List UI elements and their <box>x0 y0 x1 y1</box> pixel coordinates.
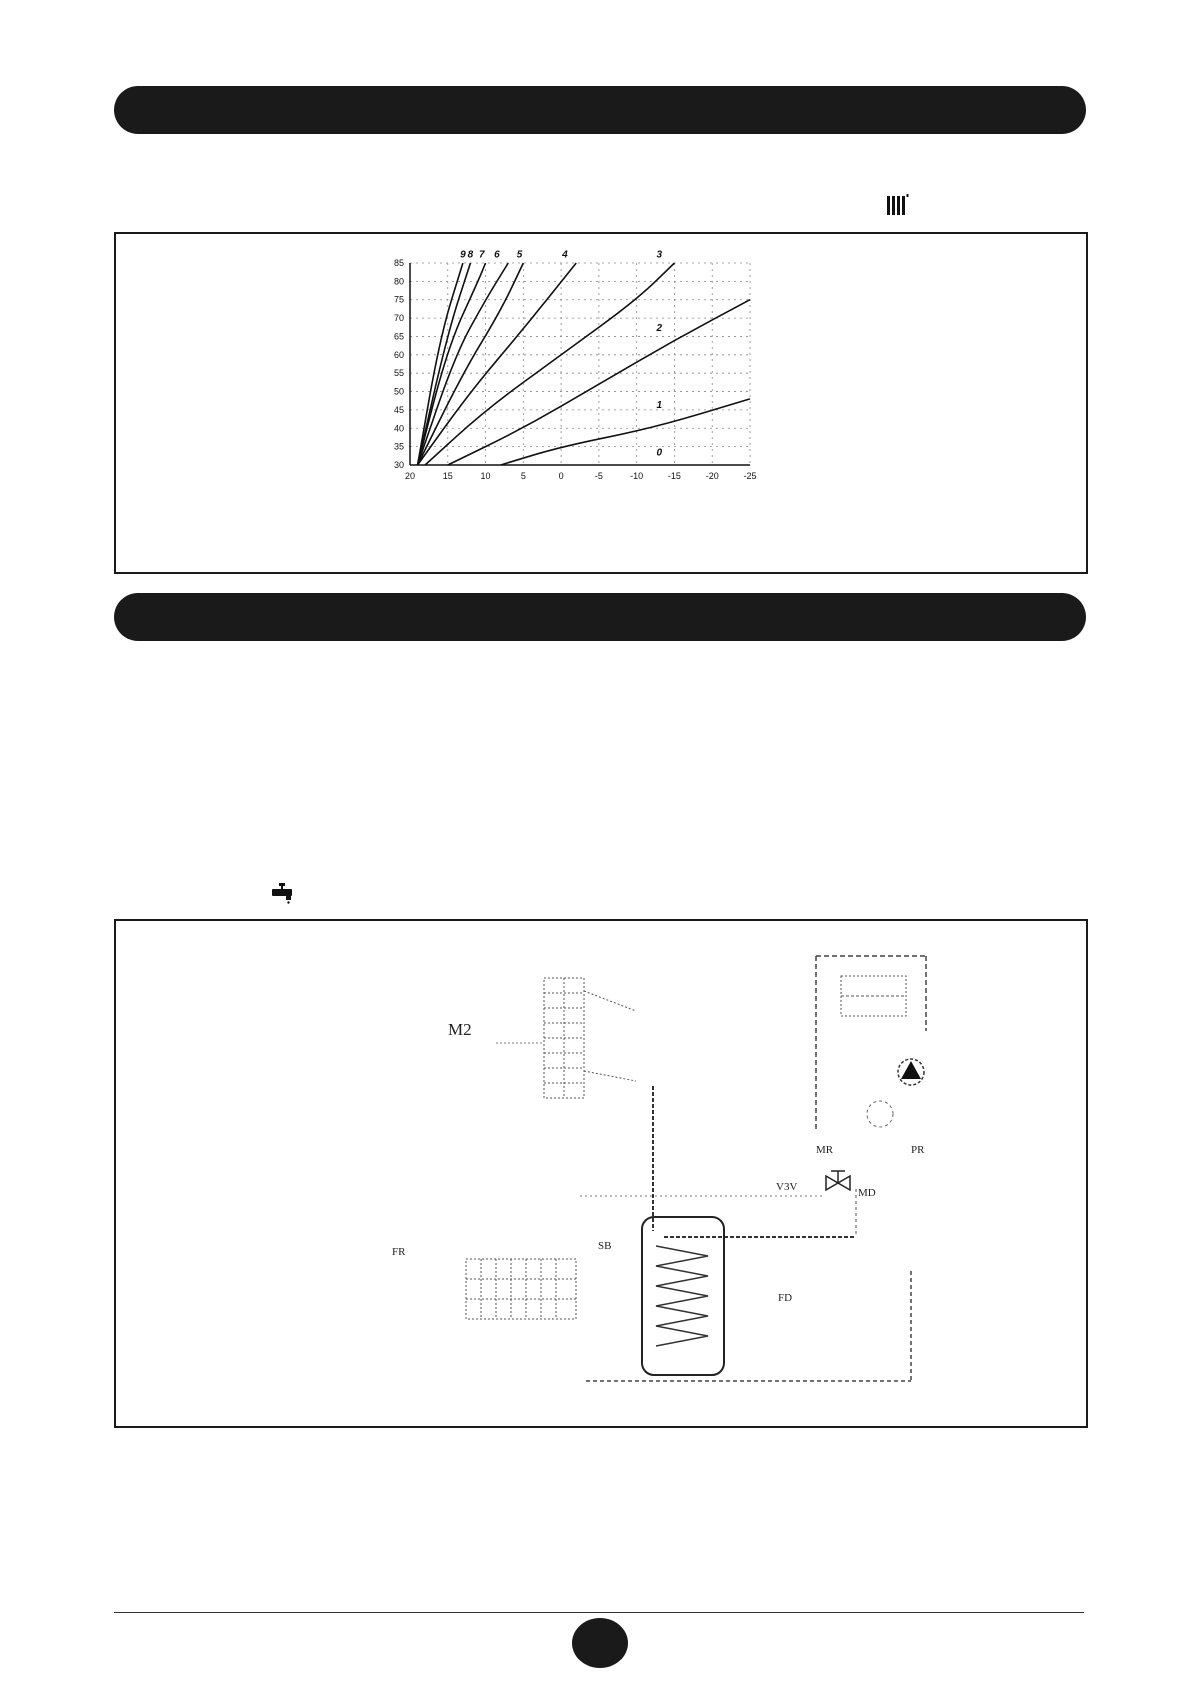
section-header-bar-1 <box>114 86 1086 134</box>
burner-block <box>841 976 906 1016</box>
curve-label-1: 1 <box>656 399 663 411</box>
y-tick-label: 55 <box>393 368 404 379</box>
x-tick-label: 5 <box>520 471 526 481</box>
label-md: MD <box>858 1187 876 1199</box>
curve-label-7: 7 <box>478 249 485 261</box>
y-tick-label: 65 <box>393 331 404 342</box>
label-m2: M2 <box>448 1020 472 1039</box>
y-tick-label: 40 <box>393 423 404 434</box>
curve-label-8: 8 <box>467 249 474 261</box>
section-header-bar-2 <box>114 593 1086 641</box>
expansion-vessel <box>867 1101 893 1127</box>
label-pr: PR <box>911 1144 925 1156</box>
x-tick-label: 0 <box>558 471 564 481</box>
tank-coil <box>656 1246 708 1346</box>
series-curve-5 <box>418 263 524 465</box>
tap-icon <box>270 882 294 904</box>
label-v3v: V3V <box>776 1181 798 1193</box>
label-sb: SB <box>598 1240 612 1252</box>
three-way-valve <box>826 1171 850 1190</box>
curve-label-0: 0 <box>656 447 663 459</box>
manifold-block <box>544 978 636 1098</box>
chart-axes <box>394 258 757 481</box>
y-tick-label: 85 <box>393 258 404 268</box>
curve-label-5: 5 <box>516 249 523 261</box>
curve-label-2: 2 <box>656 322 663 334</box>
pump-icon <box>901 1061 921 1079</box>
x-tick-label: -20 <box>705 471 719 481</box>
radiator-icon <box>886 193 910 217</box>
page-number-badge <box>572 1618 628 1668</box>
radiator-block <box>466 1259 576 1319</box>
curve-label-3: 3 <box>656 249 663 261</box>
x-tick-label: -15 <box>667 471 681 481</box>
label-fr: FR <box>392 1246 406 1258</box>
x-tick-label: -10 <box>630 471 644 481</box>
footer-rule <box>114 1612 1084 1613</box>
x-tick-label: 20 <box>404 471 416 481</box>
y-tick-label: 30 <box>393 460 404 470</box>
label-mr: MR <box>816 1144 834 1156</box>
y-tick-label: 50 <box>393 386 404 397</box>
heating-curves-chart <box>370 249 830 535</box>
y-tick-label: 80 <box>393 276 404 287</box>
curve-label-4: 4 <box>562 249 568 261</box>
hydraulic-diagram <box>116 921 1084 1424</box>
curve-label-6: 6 <box>494 249 500 261</box>
chart-series <box>410 263 750 465</box>
storage-tank <box>642 1217 724 1375</box>
y-tick-label: 70 <box>393 313 404 324</box>
y-tick-label: 75 <box>393 294 404 305</box>
y-tick-label: 45 <box>393 404 404 415</box>
label-fd: FD <box>778 1292 793 1304</box>
x-tick-label: -25 <box>743 471 757 481</box>
curve-label-9: 9 <box>460 249 466 261</box>
x-tick-label: 10 <box>480 471 491 481</box>
x-tick-label: -5 <box>594 471 603 481</box>
y-tick-label: 60 <box>393 349 404 360</box>
y-tick-label: 35 <box>393 441 404 452</box>
x-tick-label: 15 <box>442 471 453 481</box>
